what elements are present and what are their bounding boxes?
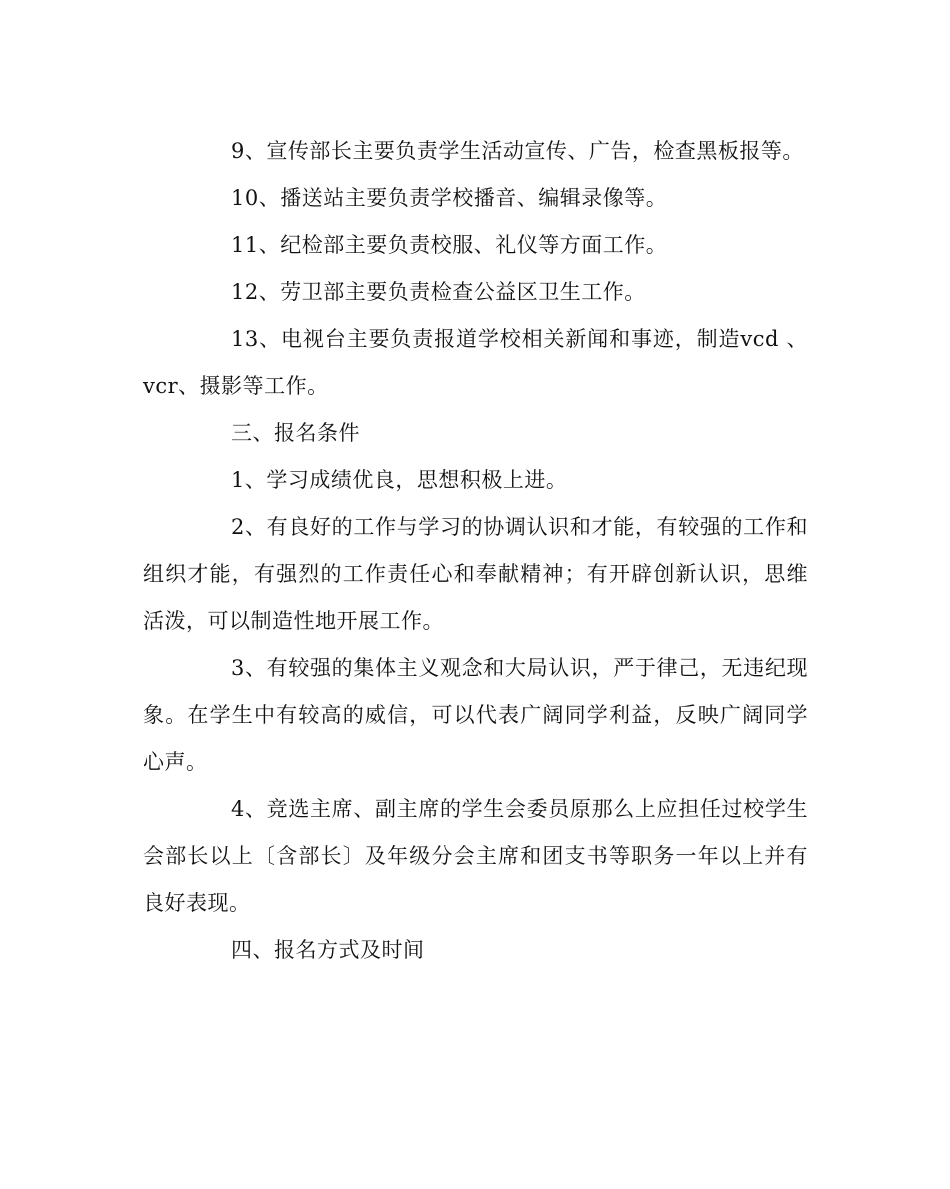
requirement-item-2: 2、有良好的工作与学习的协调认识和才能，有较强的工作和组织才能，有强烈的工作责任心和奉献精神；有开辟创新认识，思维活泼，可以制造性地开展工作。 xyxy=(143,515,808,633)
document-body xyxy=(143,128,808,974)
paragraph-item-10: 10、播送站主要负责学校播音、编辑录像等。 xyxy=(231,186,668,210)
requirement-item-4: 4、竞选主席、副主席的学生会委员原那么上应担任过校学生会部长以上〔含部长〕及年级分会主席和团支书等职务一年以上并有良好表现。 xyxy=(143,797,808,915)
paragraph-item-11: 11、纪检部主要负责校服、礼仪等方面工作。 xyxy=(231,233,668,257)
paragraph-item-12: 12、劳卫部主要负责检查公益区卫生工作。 xyxy=(231,280,646,304)
paragraph-item-13: 13、电视台主要负责报道学校相关新闻和事迹，制造vcd 、vcr、摄影等工作。 xyxy=(143,327,808,398)
section-heading-requirements: 三、报名条件 xyxy=(231,421,360,445)
section-heading-registration: 四、报名方式及时间 xyxy=(231,938,425,962)
paragraph-item-9: 9、宣传部长主要负责学生活动宣传、广告，检查黑板报等。 xyxy=(231,139,804,163)
requirement-item-1: 1、学习成绩优良，思想积极上进。 xyxy=(231,468,568,492)
requirement-item-3: 3、有较强的集体主义观念和大局认识，严于律己，无违纪现象。在学生中有较高的威信，可以代表广阔同学利益，反映广阔同学心声。 xyxy=(143,656,808,774)
